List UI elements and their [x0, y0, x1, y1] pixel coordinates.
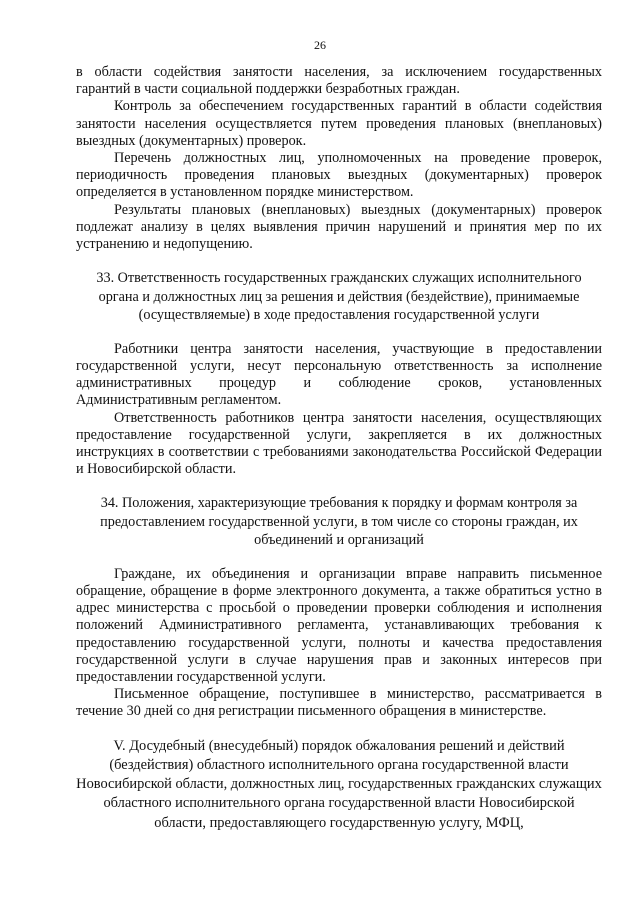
control-paragraph-1: Контроль за обеспечением государственных гарантий в области содействия занятости населения осуществляется путем проведения плановых (внеплановых) выездных (документарных) проверок.: [76, 98, 602, 149]
page-number: 26: [314, 38, 326, 52]
section-34-heading: 34. Положения, характеризующие требования к порядку и формам контроля за предоставлением государственной услуги, в том числе со стороны граждан, их объединений и организаций: [100, 495, 578, 549]
intro-continuation-paragraph: в области содействия занятости населения, за исключением государственных гарантий в части социальной поддержки безработных граждан.: [76, 64, 602, 98]
section-34-paragraph-1: Граждане, их объединения и организации вправе направить письменное обращение, обращение в форме электронного документа, а также обратиться устно в адрес министерства с просьбой о проведении проверки соблюдения и исполнения положений Административного регламента, устанавливающих требования к предоставлению государственной услуги, полноты и качества предоставления государственной услуги в случае нарушения прав и законных интересов при предоставлении государственной услуги.: [76, 565, 602, 686]
spacer: [76, 253, 602, 269]
spacer: [76, 325, 602, 341]
section-34-paragraph-2: Письменное обращение, поступившее в министерство, рассматривается в течение 30 дней со дня регистрации письменного обращения в министерстве.: [76, 686, 602, 720]
page-content: [76, 64, 602, 833]
spacer: [76, 478, 602, 494]
section-33-paragraph-1: Работники центра занятости населения, участвующие в предоставлении государственной услуги, несут персональную ответственность за исполнение административных процедур и соблюдение сроков, установленных Административным регламентом.: [76, 340, 602, 409]
spacer: [76, 721, 602, 737]
control-paragraph-3: Результаты плановых (внеплановых) выездных (документарных) проверок подлежат анализу в целях выявления причин нарушений и принятия мер по их устранению и недопущению.: [76, 201, 602, 253]
section-33-paragraph-2: Ответственность работников центра занятости населения, осуществляющих предоставление государственной услуги, закрепляется в их должностных инструкциях в соответствии с требованиями законодательства Российской Федерации и Новосибирской области.: [76, 409, 602, 478]
section-v-heading: V. Досудебный (внесудебный) порядок обжалования решений и действий (бездействия) областного исполнительного органа государственной власти Новосибирской области, должностных лиц, государственных гражданских служащих областного исполнительного органа государственной власти Новосибирской области, предоставляющего государственную услугу, МФЦ,: [76, 737, 602, 831]
section-33-heading: 33. Ответственность государственных гражданских служащих исполнительного органа и должностных лиц за решения и действия (бездействие), принимаемые (осуществляемые) в ходе предоставления государственной услуги: [96, 270, 582, 324]
spacer: [76, 550, 602, 566]
control-paragraph-2: Перечень должностных лиц, уполномоченных на проведение проверок, периодичность проведения плановых выездных (документарных) проверок определяется в установленном порядке министерством.: [76, 150, 602, 201]
